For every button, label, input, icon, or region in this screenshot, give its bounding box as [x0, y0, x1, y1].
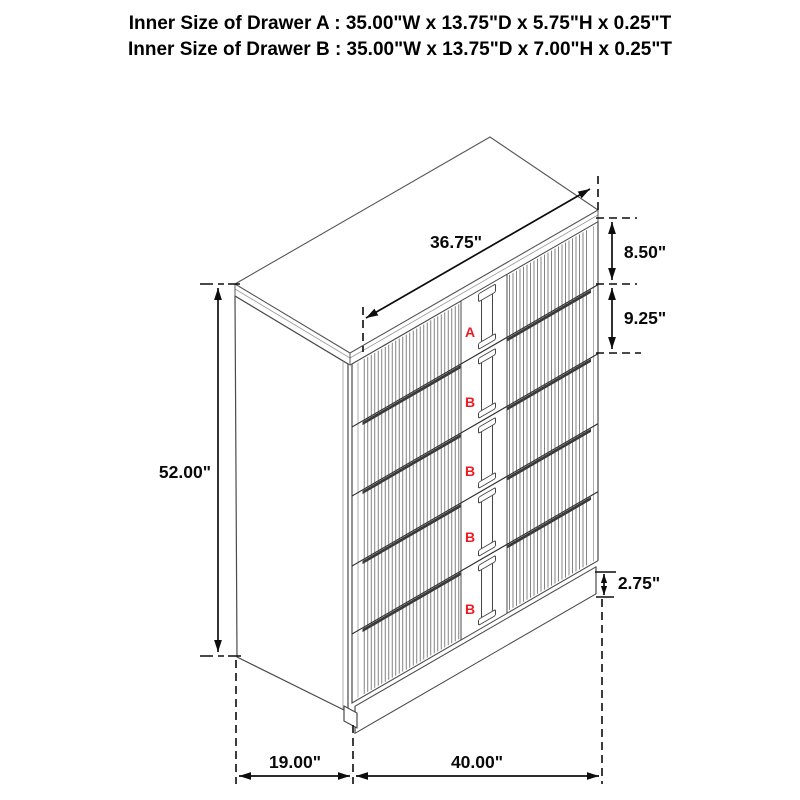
dimension-label-base-height: 2.75" — [617, 573, 661, 593]
dimension-base-height — [595, 572, 660, 597]
drawer-label-b3: B — [464, 529, 476, 545]
drawer-label-b2: B — [464, 463, 476, 479]
dimension-top-drawer — [596, 218, 666, 284]
drawer-handle-rail — [479, 284, 496, 625]
dimension-label-depth: 19.00" — [268, 752, 322, 772]
dimension-label-width: 40.00" — [450, 752, 504, 772]
cabinet-side-panel — [235, 296, 348, 712]
dimension-label-second-drawer: 9.25" — [623, 308, 667, 328]
drawer-label-a: A — [464, 324, 476, 340]
dimension-height — [159, 284, 242, 656]
dimension-label-top-drawer: 8.50" — [623, 242, 667, 262]
drawer-label-b1: B — [464, 394, 476, 410]
header-drawer-a-size: Inner Size of Drawer A : 35.00"W x 13.75"D x 5.75"H x 0.25"T — [128, 13, 672, 34]
dimension-second-drawer — [596, 288, 666, 353]
cabinet-drawing — [235, 137, 598, 735]
dimension-label-top-width: 36.75" — [429, 232, 483, 252]
drawer-label-b4: B — [464, 601, 476, 617]
dimension-label-height: 52.00" — [158, 462, 211, 482]
header-drawer-b-size: Inner Size of Drawer B : 35.00"W x 13.75"D x 7.00"H x 0.25"T — [128, 39, 672, 60]
